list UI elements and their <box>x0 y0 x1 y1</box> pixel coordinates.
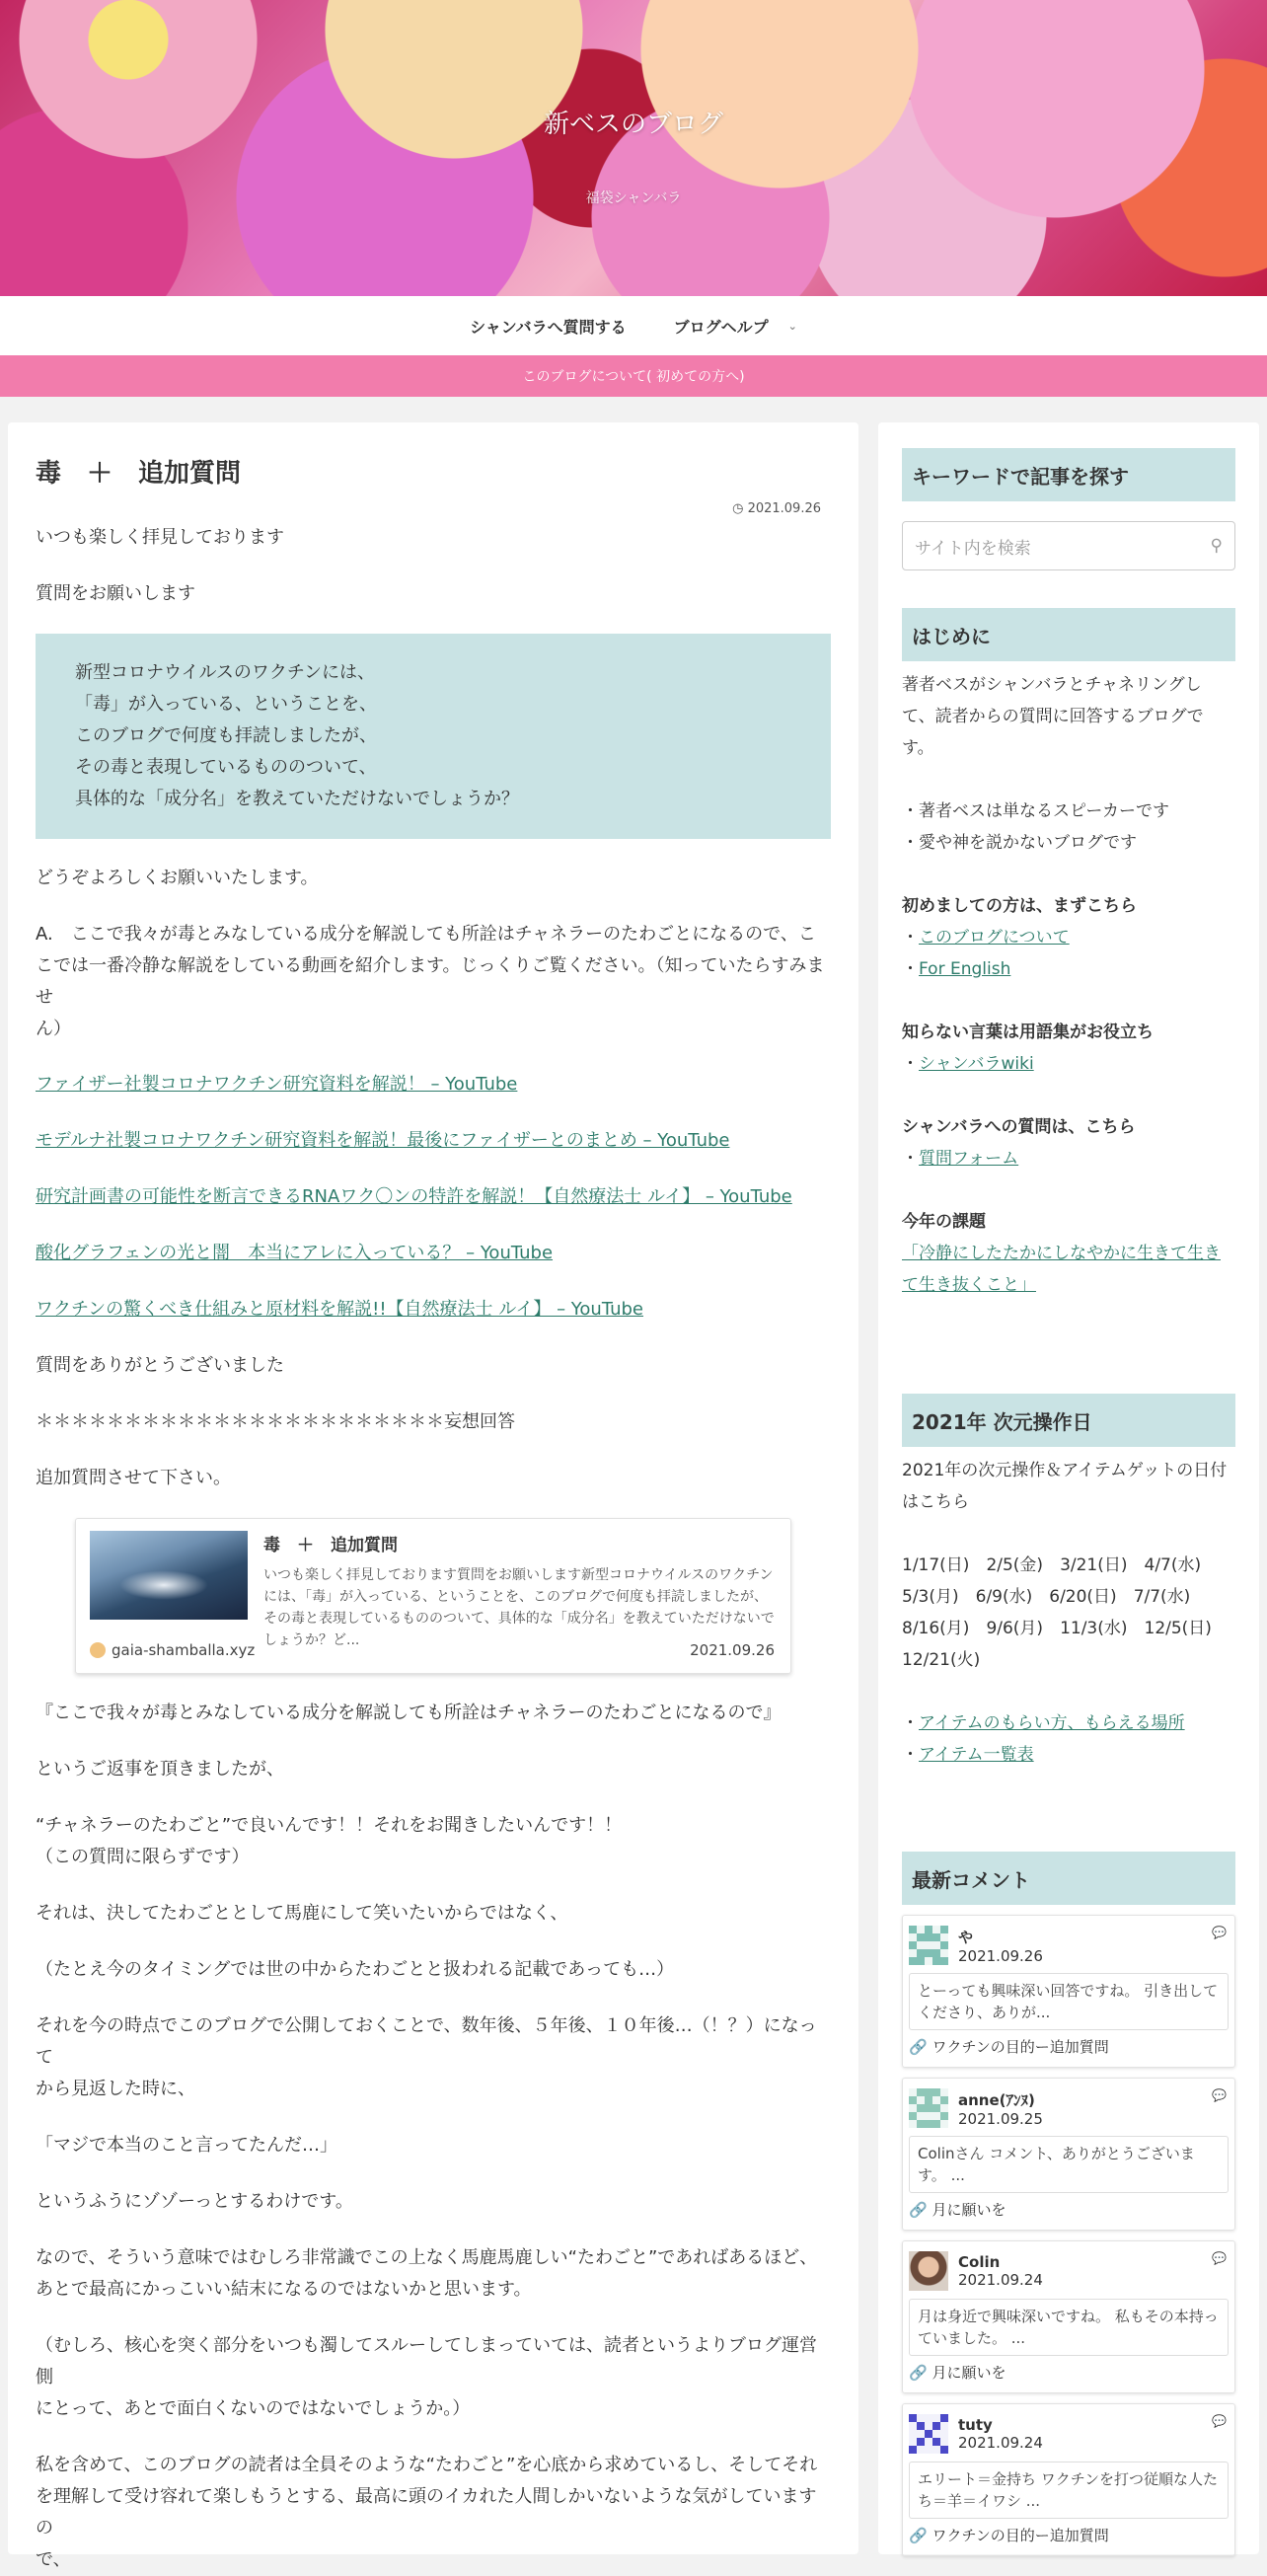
post-date <box>36 501 831 516</box>
post-paragraph: どうぞよろしくお願いいたします。 <box>36 868 319 889</box>
site-title[interactable]: 新ベスのブログ <box>543 110 723 139</box>
post-paragraph <box>36 2450 831 2576</box>
post-paragraph: それは、決してたわごととして馬鹿にして笑いたいからではなく、 <box>36 1903 568 1925</box>
link-icon: 🔗 <box>909 2527 928 2544</box>
post-paragraph: 『ここで我々が毒とみなしている成分を解説しても所詮はチャネラーのたわごとになるので』 <box>36 1703 782 1724</box>
ops-dates: 5/3(月) 6/9(水) 6/20(日) 7/7(水) <box>902 1587 1191 1607</box>
youtube-link-pfizer[interactable]: ファイザー社製コロナワクチン研究資料を解説！ – YouTube <box>36 1074 518 1096</box>
youtube-link-ingredients[interactable]: ワクチンの驚くべき仕組みと原材料を解説!!【自然療法士 ルイ】 – YouTube <box>36 1299 643 1321</box>
comment-date: 2021.09.25 <box>958 2109 1043 2128</box>
bullet-dot: ・ <box>902 1745 919 1765</box>
site-subtitle: 福袋シャンバラ <box>585 190 682 206</box>
post-paragraph: いつも楽しく拝見しております <box>36 527 284 549</box>
answer-paragraph <box>36 919 831 1045</box>
comment-post-link[interactable] <box>909 2362 1229 2383</box>
comment-item[interactable] <box>902 1915 1235 2068</box>
favicon-icon <box>90 1642 106 1658</box>
post-line: それを今の時点でこのブログで公開しておくことで、数年後、５年後、１０年後…（！？）になって <box>36 2015 817 2069</box>
quote-line: 「毒」が入っている、ということを、 <box>75 694 377 716</box>
post-paragraph: 質問をありがとうございました <box>36 1355 284 1377</box>
comment-author: や <box>958 1928 974 1946</box>
youtube-link-moderna[interactable]: モデルナ社製コロナワクチン研究資料を解説！最後にファイザーとのまとめ – YouTube <box>36 1130 730 1152</box>
post-line: にとって、あとで面白くないのではないでしょうか。） <box>36 2398 471 2420</box>
avatar <box>909 2088 948 2128</box>
intro-text: て、読者からの質問に回答するブログで <box>902 707 1204 726</box>
card-domain-text: gaia-shamballa.xyz <box>112 1641 256 1660</box>
speech-bubble-icon: 💬 <box>1212 2414 1227 2428</box>
post-paragraph: 質問をお願いします <box>36 583 195 605</box>
avatar <box>909 2251 948 2291</box>
comment-excerpt: とーっても興味深い回答ですね。 引き出してくださり、ありが... <box>909 1973 1229 2030</box>
nav-label: シャンバラへ質問する <box>470 317 627 337</box>
search-icon[interactable]: ⚲ <box>1210 536 1223 556</box>
first-time-heading: 初めましての方は、まずこちら <box>902 896 1137 916</box>
card-date: 2021.09.26 <box>690 1641 775 1660</box>
comment-date: 2021.09.24 <box>958 2271 1043 2289</box>
comment-item[interactable] <box>902 2078 1235 2231</box>
comment-date: 2021.09.26 <box>958 1946 1043 1965</box>
comment-date: 2021.09.24 <box>958 2434 1043 2452</box>
card-domain <box>90 1641 255 1659</box>
avatar <box>909 1926 948 1965</box>
clock-icon: ◷ <box>732 501 744 517</box>
notice-text: このブログについて( 初めての方へ) <box>522 369 745 385</box>
comment-excerpt: エリート＝金持ち ワクチンを打つ従順な人たち＝羊＝イワシ ... <box>909 2462 1229 2519</box>
ops-text: はこちら <box>902 1492 969 1512</box>
post-line: を理解して受け容れて楽しもうとする、最高に頭のイカれた人間しかいないような気がしていますの <box>36 2486 817 2539</box>
post-line: で、 <box>36 2549 71 2571</box>
search-placeholder: サイト内を検索 <box>915 538 1031 559</box>
intro-text: 著者ベスがシャンバラとチャネリングし <box>902 675 1202 695</box>
nav-label: ブログヘルプ <box>673 317 769 337</box>
sidebar <box>878 422 1259 2554</box>
post-title: 毒 ＋ 追加質問 <box>36 459 242 489</box>
ops-dates: 1/17(日) 2/5(金) 3/21(日) 4/7(水) <box>902 1555 1202 1575</box>
intro-text: す。 <box>902 738 934 758</box>
answer-line: こでは一番冷静な解説をしている動画を紹介します。じっくりご覧ください。（知っていたらすみませ <box>36 955 825 1009</box>
comment-item[interactable] <box>902 2240 1235 2393</box>
quote-line: 新型コロナウイルスのワクチンには、 <box>75 662 376 684</box>
bullet-dot: ・ <box>902 1713 919 1733</box>
blog-card[interactable] <box>75 1518 791 1674</box>
english-link[interactable]: For English <box>919 959 1011 979</box>
comment-post-title: ワクチンの目的ー追加質問 <box>932 2038 1109 2056</box>
card-title: 毒 ＋ 追加質問 <box>263 1536 398 1556</box>
comment-post-link[interactable] <box>909 2525 1229 2545</box>
glossary-heading: 知らない言葉は用語集がお役立ち <box>902 1023 1154 1042</box>
link-icon: 🔗 <box>909 2038 928 2056</box>
widget-heading-ops: 2021年 次元操作日 <box>902 1394 1235 1447</box>
quote-line: このブログで何度も拝読しましたが、 <box>75 725 377 747</box>
post-paragraph <box>36 2242 831 2306</box>
post-separator: ＊＊＊＊＊＊＊＊＊＊＊＊＊＊＊＊＊＊＊＊＊＊＊妄想回答 <box>36 1411 515 1433</box>
youtube-link-patent[interactable]: 研究計画書の可能性を断言できるRNAワク〇ンの特許を解説！【自然療法士 ルイ】 – YouTube <box>36 1186 792 1208</box>
post-paragraph <box>36 1810 831 1873</box>
ops-text: 2021年の次元操作＆アイテムゲットの日付 <box>902 1461 1228 1480</box>
bullet-dot: ・ <box>902 959 919 979</box>
post-line: （この質問に限らずです） <box>36 1847 250 1868</box>
theme-link-cont[interactable]: て生き抜くこと」 <box>902 1275 1036 1295</box>
card-excerpt: いつも楽しく拝見しております質問をお願いします新型コロナウイルスのワクチンには、「毒」が入っている、ということを、このブログで何度も拝読しましたが、その毒と表現しているもののついて、具体的な「成分名」を教えていただけないでしょうか？ど... <box>263 1567 775 1649</box>
comment-post-link[interactable] <box>909 2036 1229 2057</box>
comment-author: anne(ｱﾝﾇ) <box>958 2090 1035 2109</box>
nav-item-question[interactable] <box>446 315 650 338</box>
intro-bullet: ・愛や神を説かないブログです <box>902 833 1137 853</box>
card-thumbnail <box>90 1531 248 1620</box>
post-paragraph: というご返事を頂きましたが、 <box>36 1759 284 1780</box>
bullet-dot: ・ <box>902 928 919 947</box>
comment-post-title: 月に願いを <box>932 2364 1006 2382</box>
comment-post-link[interactable] <box>909 2199 1229 2220</box>
global-nav <box>0 296 1267 355</box>
intro-bullet: ・著者ベスは単なるスピーカーです <box>902 801 1169 821</box>
comment-excerpt: 月は身近で興味深いですね。 私もその本持っていました。 ... <box>909 2299 1229 2356</box>
post-line: “チャネラーのたわごと”で良いんです！！それをお聞きしたいんです！！ <box>36 1815 623 1837</box>
theme-heading: 今年の課題 <box>902 1212 986 1232</box>
about-blog-link[interactable]: このブログについて <box>919 928 1070 947</box>
question-heading: シャンバラへの質問は、こちら <box>902 1117 1136 1137</box>
notice-bar[interactable] <box>0 355 1267 397</box>
youtube-link-graphene[interactable]: 酸化グラフェンの光と闇 本当にアレに入っている？ – YouTube <box>36 1243 554 1264</box>
nav-item-help[interactable] <box>650 315 821 338</box>
search-input[interactable] <box>902 521 1235 570</box>
post-line: なので、そういう意味ではむしろ非常識でこの上なく馬鹿馬鹿しい“たわごと”であればあるほど、 <box>36 2247 818 2269</box>
answer-line: ん） <box>36 1019 71 1040</box>
answer-line: A. ここで我々が毒とみなしている成分を解説しても所詮はチャネラーのたわごとになるので、こ <box>36 924 816 946</box>
post-line: あとで最高にかっこいい結末になるのではないかと思います。 <box>36 2279 532 2301</box>
ops-dates: 8/16(月) 9/6(月) 11/3(水) 12/5(日) <box>902 1619 1212 1638</box>
header-banner <box>0 0 1267 296</box>
comment-excerpt: Colinさん コメント、ありがとうございます。 ... <box>909 2136 1229 2193</box>
bullet-dot: ・ <box>902 1054 919 1074</box>
theme-link[interactable]: 「冷静にしたたかにしなやかに生きて生き <box>902 1244 1221 1263</box>
post-paragraph: というふうにゾゾーっとするわけです。 <box>36 2191 353 2213</box>
question-blockquote <box>36 634 831 839</box>
post-date-value: 2021.09.26 <box>747 501 821 517</box>
comment-author: tuty <box>958 2416 993 2434</box>
link-icon: 🔗 <box>909 2201 928 2219</box>
speech-bubble-icon: 💬 <box>1212 1926 1227 1939</box>
speech-bubble-icon: 💬 <box>1212 2088 1227 2102</box>
bullet-dot: ・ <box>902 1149 919 1169</box>
post-line: 私を含めて、このブログの読者は全員そのような“たわごと”を心底から求めているし、そしてそれ <box>36 2455 818 2476</box>
widget-heading-comments: 最新コメント <box>902 1852 1235 1905</box>
avatar <box>909 2414 948 2454</box>
post-paragraph <box>36 2010 831 2105</box>
wiki-link[interactable]: シャンバラwiki <box>919 1054 1034 1074</box>
ops-dates: 12/21(火) <box>902 1650 981 1670</box>
post-paragraph <box>36 2330 831 2425</box>
post-line: から見返した時に、 <box>36 2079 195 2100</box>
post-paragraph: 追加質問させて下さい。 <box>36 1468 231 1489</box>
quote-line: その毒と表現しているもののついて、 <box>75 757 377 779</box>
post-paragraph: （たとえ今のタイミングでは世の中からたわごとと扱われる記載であっても…） <box>36 1959 675 1981</box>
item-howto-link[interactable]: アイテムのもらい方、もらえる場所 <box>919 1713 1185 1733</box>
chevron-down-icon[interactable]: ⌄ <box>787 319 797 333</box>
comment-item[interactable] <box>902 2403 1235 2556</box>
post-paragraph: 「マジで本当のこと言ってたんだ…」 <box>36 2135 337 2157</box>
item-list-link[interactable]: アイテム一覧表 <box>919 1745 1034 1765</box>
main-article <box>8 422 858 2571</box>
comment-post-title: ワクチンの目的ー追加質問 <box>932 2527 1109 2544</box>
quote-line: 具体的な「成分名」を教えていただけないでしょうか？ <box>75 789 519 810</box>
widget-heading-intro: はじめに <box>902 608 1235 661</box>
question-form-link[interactable]: 質問フォーム <box>919 1149 1019 1169</box>
comment-author: Colin <box>958 2253 1001 2271</box>
comment-post-title: 月に願いを <box>932 2201 1006 2219</box>
speech-bubble-icon: 💬 <box>1212 2251 1227 2265</box>
post-line: （むしろ、核心を突く部分をいつも濁してスルーしてしまっていては、読者というよりブログ運営側 <box>36 2335 817 2388</box>
widget-heading-search: キーワードで記事を探す <box>902 448 1235 501</box>
link-icon: 🔗 <box>909 2364 928 2382</box>
